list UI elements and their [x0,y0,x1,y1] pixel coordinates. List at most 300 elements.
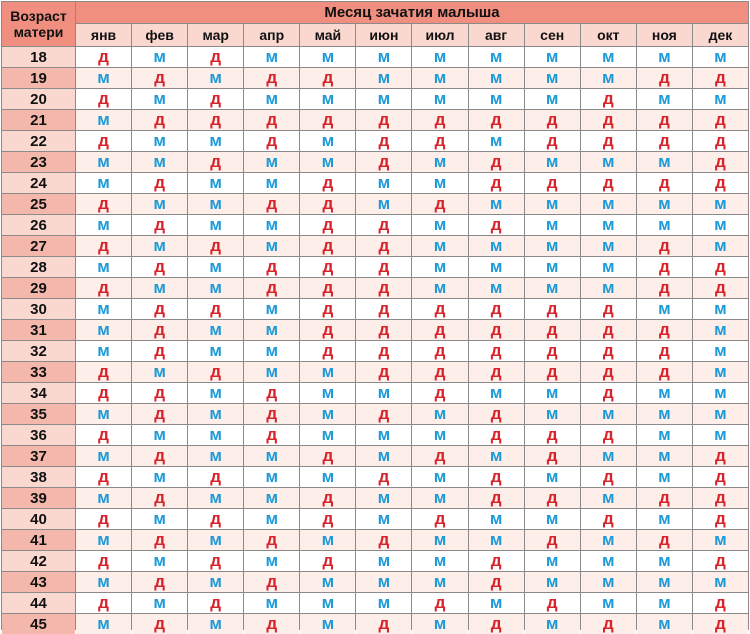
gender-cell: д [581,89,636,109]
mother-age-cell: 35 [2,404,75,424]
gender-cell: д [300,278,355,298]
gender-cell: д [469,425,524,445]
gender-cell: д [356,299,411,319]
gender-cell: д [132,572,187,592]
gender-cell: м [581,68,636,88]
gender-cell: м [188,257,243,277]
gender-cell: м [76,488,131,508]
mother-age-cell: 20 [2,89,75,109]
gender-cell: м [356,89,411,109]
gender-cell: м [244,89,299,109]
gender-cell: м [693,341,748,361]
gender-cell: м [244,299,299,319]
gender-cell: д [693,446,748,466]
month-header: апр [244,24,299,46]
gender-cell: м [244,341,299,361]
gender-cell: д [637,68,692,88]
gender-cell: м [693,215,748,235]
gender-cell: м [412,152,467,172]
gender-cell: м [637,152,692,172]
gender-cell: д [356,215,411,235]
gender-cell: д [132,110,187,130]
month-header: янв [76,24,131,46]
gender-cell: д [132,299,187,319]
gender-cell: м [188,215,243,235]
gender-cell: д [581,173,636,193]
gender-cell: м [637,89,692,109]
gender-cell: д [244,383,299,403]
gender-cell: м [581,572,636,592]
gender-cell: м [188,320,243,340]
gender-cell: д [300,236,355,256]
gender-cell: м [637,404,692,424]
gender-cell: м [581,47,636,67]
gender-cell: д [469,551,524,571]
gender-cell: м [244,236,299,256]
gender-cell: д [188,509,243,529]
gender-cell: д [188,110,243,130]
gender-cell: д [581,341,636,361]
gender-cell: м [132,47,187,67]
gender-cell: м [525,215,580,235]
gender-cell: д [525,299,580,319]
gender-cell: д [188,47,243,67]
gender-cell: м [469,131,524,151]
gender-cell: д [188,152,243,172]
gender-cell: м [693,299,748,319]
gender-cell: м [581,404,636,424]
mother-age-cell: 22 [2,131,75,151]
gender-cell: д [581,131,636,151]
gender-cell: м [581,593,636,613]
gender-cell: д [188,467,243,487]
gender-cell: д [300,446,355,466]
gender-cell: м [356,488,411,508]
gender-cell: м [693,320,748,340]
gender-cell: д [412,593,467,613]
gender-cell: м [412,530,467,550]
gender-cell: м [412,236,467,256]
gender-cell: д [693,131,748,151]
gender-cell: д [244,257,299,277]
gender-cell: м [356,593,411,613]
gender-cell: д [188,89,243,109]
gender-cell: д [637,320,692,340]
gender-cell: д [693,110,748,130]
gender-cell: м [412,572,467,592]
gender-cell: д [76,131,131,151]
gender-cell: д [469,341,524,361]
gender-cell: д [412,110,467,130]
gender-cell: д [469,173,524,193]
gender-cell: д [244,530,299,550]
gender-cell: м [188,194,243,214]
gender-cell: м [188,341,243,361]
gender-cell: м [132,89,187,109]
gender-cell: д [76,425,131,445]
gender-cell: м [244,173,299,193]
gender-cell: д [693,257,748,277]
gender-cell: м [412,467,467,487]
gender-cell: д [525,425,580,445]
gender-cell: д [525,593,580,613]
gender-cell: м [356,194,411,214]
gender-cell: м [300,89,355,109]
gender-cell: м [469,257,524,277]
gender-cell: м [412,614,467,634]
gender-cell: д [693,593,748,613]
gender-cell: м [76,614,131,634]
gender-cell: д [188,299,243,319]
gender-cell: м [356,173,411,193]
gender-cell: д [76,47,131,67]
gender-cell: д [76,194,131,214]
gender-cell: д [412,362,467,382]
gender-cell: м [525,572,580,592]
gender-cell: м [637,215,692,235]
month-header: ноя [637,24,692,46]
gender-cell: д [637,362,692,382]
gender-cell: м [132,194,187,214]
gender-cell: д [525,446,580,466]
gender-cell: д [76,383,131,403]
gender-cell: м [525,194,580,214]
month-header: июл [412,24,467,46]
mother-age-header-line2: матери [13,24,64,40]
gender-cell: д [244,425,299,445]
gender-cell: д [300,215,355,235]
gender-cell: м [412,257,467,277]
gender-cell: д [76,551,131,571]
gender-cell: м [469,236,524,256]
gender-cell: д [244,404,299,424]
mother-age-cell: 25 [2,194,75,214]
mother-age-header [2,2,75,46]
mother-age-cell: 26 [2,215,75,235]
gender-cell: м [356,47,411,67]
gender-cell: д [132,341,187,361]
gender-cell: д [581,320,636,340]
gender-cell: м [300,572,355,592]
gender-cell: д [581,425,636,445]
gender-cell: м [188,488,243,508]
gender-cell: м [637,509,692,529]
gender-cell: м [76,404,131,424]
gender-cell: м [581,257,636,277]
gender-cell: м [244,362,299,382]
gender-cell: м [637,572,692,592]
gender-cell: м [300,404,355,424]
gender-cell: м [581,215,636,235]
gender-cell: д [76,509,131,529]
gender-cell: м [581,152,636,172]
gender-cell: м [469,446,524,466]
gender-cell: д [693,467,748,487]
gender-cell: м [188,68,243,88]
gender-cell: д [693,152,748,172]
gender-cell: д [132,257,187,277]
conception-calendar-table [1,1,749,633]
gender-cell: м [469,68,524,88]
gender-cell: д [244,614,299,634]
gender-cell: д [412,194,467,214]
mother-age-cell: 28 [2,257,75,277]
gender-cell: м [188,404,243,424]
gender-cell: д [356,110,411,130]
gender-cell: м [188,278,243,298]
gender-cell: м [188,530,243,550]
gender-cell: д [188,551,243,571]
gender-cell: м [244,467,299,487]
gender-cell: м [637,593,692,613]
gender-cell: м [132,362,187,382]
gender-cell: м [188,173,243,193]
gender-cell: м [412,404,467,424]
month-header: фев [132,24,187,46]
gender-cell: м [469,89,524,109]
gender-cell: д [132,383,187,403]
gender-cell: м [244,47,299,67]
gender-cell: д [581,110,636,130]
mother-age-cell: 19 [2,68,75,88]
gender-cell: д [188,362,243,382]
gender-cell: д [244,278,299,298]
gender-cell: м [412,215,467,235]
gender-cell: д [469,362,524,382]
gender-cell: д [76,278,131,298]
gender-cell: м [132,425,187,445]
gender-cell: д [581,362,636,382]
gender-cell: д [693,488,748,508]
gender-cell: м [188,614,243,634]
gender-cell: д [356,341,411,361]
gender-cell: д [693,68,748,88]
gender-cell: д [244,68,299,88]
gender-cell: д [525,320,580,340]
gender-cell: д [356,467,411,487]
gender-cell: д [356,404,411,424]
gender-cell: м [637,383,692,403]
gender-cell: м [188,572,243,592]
gender-cell: д [244,131,299,151]
gender-cell: м [637,425,692,445]
gender-cell: д [356,278,411,298]
mother-age-cell: 27 [2,236,75,256]
gender-cell: м [525,509,580,529]
gender-cell: д [132,404,187,424]
gender-cell: м [469,47,524,67]
gender-cell: м [525,467,580,487]
gender-cell: д [637,173,692,193]
gender-cell: м [469,593,524,613]
gender-cell: д [76,593,131,613]
gender-cell: м [581,278,636,298]
gender-cell: м [412,488,467,508]
month-header: май [300,24,355,46]
gender-cell: м [637,446,692,466]
gender-cell: м [356,425,411,445]
gender-cell: м [76,572,131,592]
gender-cell: д [356,320,411,340]
gender-cell: д [693,173,748,193]
gender-cell: м [525,257,580,277]
gender-cell: д [300,194,355,214]
gender-cell: д [76,89,131,109]
gender-cell: д [76,236,131,256]
gender-cell: д [412,320,467,340]
month-header: мар [188,24,243,46]
gender-cell: м [244,488,299,508]
mother-age-cell: 39 [2,488,75,508]
gender-cell: м [693,383,748,403]
gender-cell: м [693,194,748,214]
gender-cell: м [132,551,187,571]
mother-age-cell: 44 [2,593,75,613]
gender-cell: м [300,47,355,67]
gender-cell: д [300,341,355,361]
gender-cell: м [525,47,580,67]
mother-age-cell: 33 [2,362,75,382]
gender-cell: д [469,215,524,235]
gender-cell: м [693,47,748,67]
gender-cell: д [300,320,355,340]
gender-cell: д [469,320,524,340]
gender-cell: д [469,614,524,634]
gender-cell: д [469,110,524,130]
mother-age-cell: 32 [2,341,75,361]
gender-cell: м [188,446,243,466]
gender-cell: д [132,530,187,550]
gender-cell: м [76,152,131,172]
gender-cell: м [693,236,748,256]
gender-cell: д [356,614,411,634]
gender-cell: м [76,299,131,319]
gender-cell: д [76,362,131,382]
gender-cell: м [637,47,692,67]
gender-cell: д [244,194,299,214]
gender-cell: д [525,488,580,508]
conception-month-title: Месяц зачатия малыша [76,2,748,23]
gender-cell: д [525,530,580,550]
month-header: сен [525,24,580,46]
gender-cell: м [693,530,748,550]
gender-cell: д [356,131,411,151]
gender-cell: м [693,425,748,445]
gender-cell: м [300,530,355,550]
gender-cell: м [300,362,355,382]
gender-cell: м [300,383,355,403]
gender-cell: м [244,446,299,466]
gender-cell: м [188,425,243,445]
month-header: авг [469,24,524,46]
gender-cell: д [469,299,524,319]
gender-cell: д [132,173,187,193]
mother-age-cell: 41 [2,530,75,550]
gender-cell: м [76,215,131,235]
mother-age-cell: 42 [2,551,75,571]
gender-cell: м [76,68,131,88]
gender-cell: м [132,467,187,487]
mother-age-cell: 31 [2,320,75,340]
gender-cell: м [356,68,411,88]
gender-cell: м [300,425,355,445]
gender-cell: д [637,488,692,508]
mother-age-cell: 18 [2,47,75,67]
gender-cell: м [525,68,580,88]
gender-cell: м [637,467,692,487]
mother-age-cell: 29 [2,278,75,298]
mother-age-header-line1: Возраст [10,8,67,24]
gender-cell: м [244,215,299,235]
gender-cell: д [412,299,467,319]
gender-cell: д [637,131,692,151]
gender-cell: м [244,509,299,529]
gender-cell: м [356,446,411,466]
gender-cell: м [637,194,692,214]
gender-cell: д [581,299,636,319]
mother-age-cell: 30 [2,299,75,319]
gender-cell: м [76,446,131,466]
gender-cell: д [469,152,524,172]
gender-cell: м [637,614,692,634]
gender-cell: м [525,404,580,424]
gender-cell: м [76,320,131,340]
gender-cell: м [412,47,467,67]
mother-age-cell: 40 [2,509,75,529]
gender-cell: м [693,362,748,382]
gender-cell: м [525,383,580,403]
gender-cell: м [300,131,355,151]
gender-cell: д [188,236,243,256]
gender-cell: д [525,341,580,361]
gender-cell: д [300,509,355,529]
gender-cell: м [469,530,524,550]
gender-cell: д [637,341,692,361]
gender-cell: м [637,299,692,319]
gender-cell: д [132,320,187,340]
gender-cell: м [525,614,580,634]
gender-cell: д [356,257,411,277]
gender-cell: м [132,509,187,529]
gender-cell: д [300,551,355,571]
gender-cell: д [637,257,692,277]
gender-cell: м [581,236,636,256]
gender-cell: д [300,110,355,130]
gender-cell: д [581,467,636,487]
mother-age-cell: 36 [2,425,75,445]
gender-cell: м [412,551,467,571]
gender-cell: м [76,173,131,193]
gender-cell: м [412,89,467,109]
gender-cell: д [637,278,692,298]
mother-age-cell: 38 [2,467,75,487]
gender-cell: д [693,551,748,571]
gender-cell: д [356,152,411,172]
gender-cell: м [525,152,580,172]
gender-cell: д [469,404,524,424]
gender-cell: м [244,320,299,340]
gender-cell: д [581,509,636,529]
gender-cell: д [244,110,299,130]
gender-cell: д [300,488,355,508]
gender-cell: м [469,383,524,403]
gender-cell: д [581,383,636,403]
gender-cell: м [132,236,187,256]
gender-cell: д [412,446,467,466]
gender-cell: м [356,551,411,571]
gender-cell: м [300,614,355,634]
gender-cell: м [188,383,243,403]
